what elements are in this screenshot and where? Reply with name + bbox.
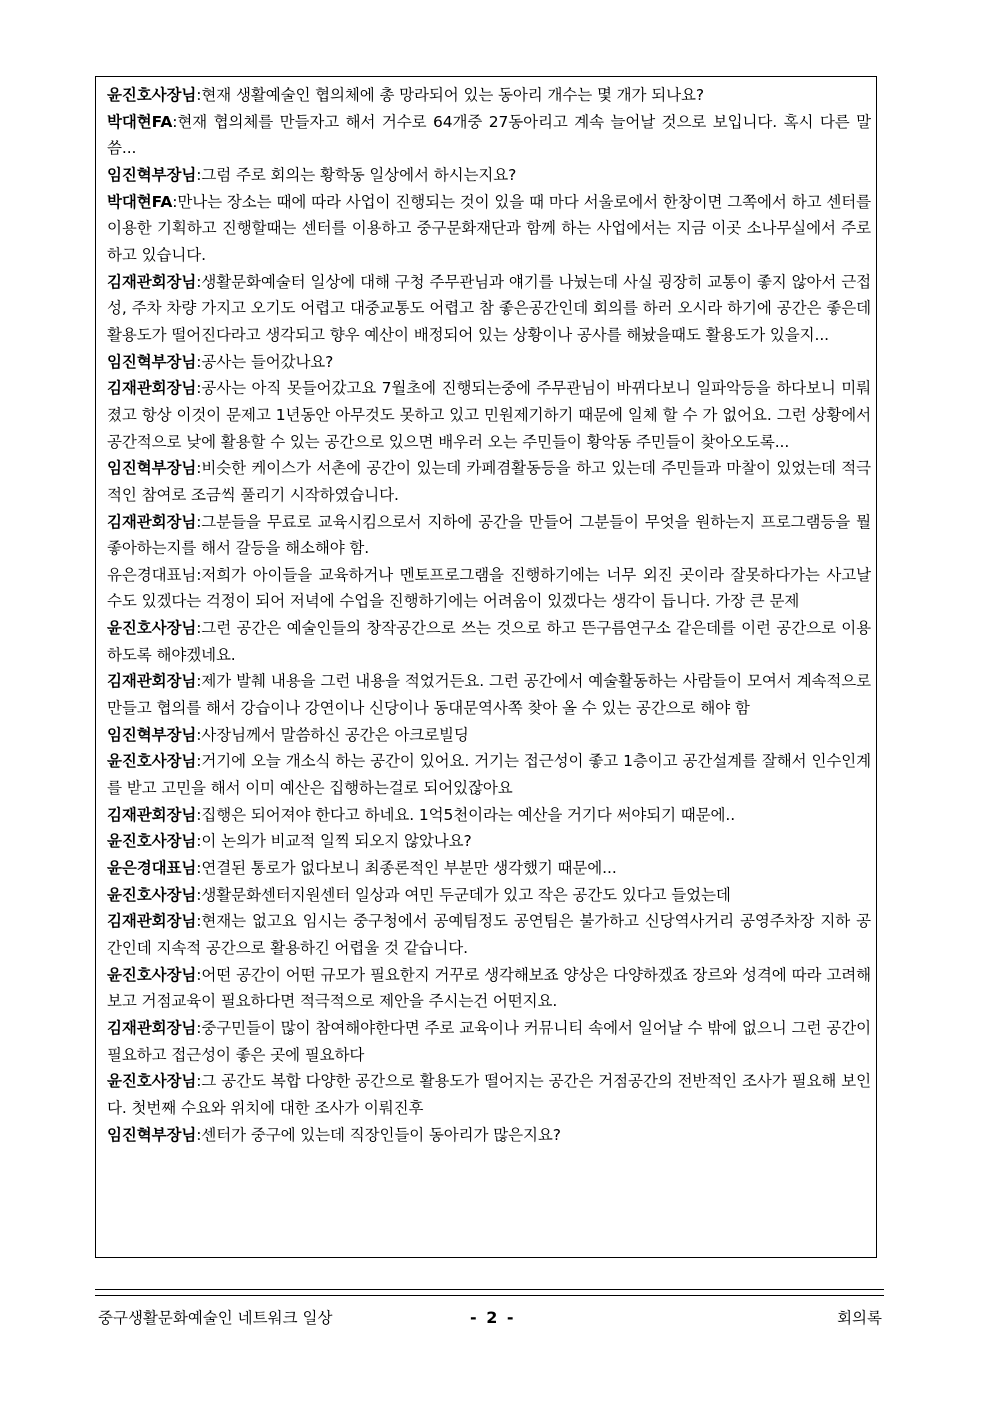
speaker-name: 임진혁부장님	[107, 1125, 197, 1144]
transcript-entry	[107, 828, 871, 855]
transcript-entry	[107, 109, 871, 162]
speaker-name: 윤진호사장님	[107, 86, 197, 104]
speaker-name: 윤진호사장님	[107, 832, 197, 851]
transcript-entry	[107, 1015, 871, 1068]
statement-text: :저희가 아이들을 교육하거나 멘토프로그램을 진행하기에는 너무 외진 곳이라 잘못하다가는 사고날 수도 있겠다는 걱정이 되어 저녁에 수업을 진행하기에는 어려움이 있겠다는 생각이 듭니다. 가장 큰 문제	[107, 565, 871, 611]
transcript-entry	[107, 882, 871, 909]
speaker-name: 김재관회장님	[107, 379, 197, 398]
speaker-name: 김재관회장님	[107, 912, 197, 931]
transcript-entry	[107, 269, 871, 349]
statement-text: :중구민들이 많이 참여해야한다면 주로 교육이나 커뮤니티 속에서 일어날 수 밖에 없으니 그런 공간이 필요하고 접근성이 좋은 곳에 필요하다	[107, 1018, 871, 1064]
statement-text: :비슷한 케이스가 서촌에 공간이 있는데 카페겸활동등을 하고 있는데 주민들과 마찰이 있었는데 적극적인 참여로 조금씩 풀리기 시작하였습니다.	[107, 459, 871, 504]
transcript-entry	[107, 855, 871, 882]
speaker-name: 임진혁부장님	[107, 165, 197, 184]
speaker-name: 윤진호사장님	[107, 885, 197, 904]
transcript-entry	[107, 908, 871, 961]
speaker-name: 윤진호사장님	[107, 752, 197, 771]
statement-text: :이 논의가 비교적 일찍 되오지 않았나요?	[196, 832, 472, 851]
transcript-entry	[107, 1068, 871, 1121]
transcript-entry	[107, 722, 871, 749]
transcript-entry	[107, 189, 871, 269]
statement-text: :그 공간도 복합 다양한 공간으로 활용도가 떨어지는 공간은 거점공간의 전반적인 조사가 필요해 보인다. 첫번째 수요와 위치에 대한 조사가 이뤄진후	[107, 1072, 871, 1117]
transcript-entry	[107, 562, 871, 615]
speaker-name: 윤진호사장님	[107, 1072, 197, 1091]
statement-text: :공사는 들어갔나요?	[196, 352, 334, 371]
speaker-name: 임진혁부장님	[107, 459, 197, 478]
transcript-entry	[107, 455, 871, 508]
speaker-name: 유은경대표님	[107, 565, 197, 584]
statement-text: :그분들을 무료로 교육시킴으로서 지하에 공간을 만들어 그분들이 무엇을 원하는지 프로그램등을 뭘 좋아하는지를 해서 갈등을 해소해야 함.	[107, 512, 871, 558]
transcript-entry	[107, 962, 871, 1015]
footer-rule-top	[95, 1289, 884, 1290]
transcript-entry	[107, 349, 871, 376]
speaker-name: 김재관회장님	[107, 272, 197, 291]
statement-text: :현재 협의체를 만들자고 해서 거수로 64개중 27동아리고 계속 늘어날 것으로 보입니다. 혹시 다른 말씀...	[107, 112, 871, 158]
statement-text: :센터가 중구에 있는데 직장인들이 동아리가 많은지요?	[196, 1125, 561, 1144]
speaker-name: 윤진호사장님	[107, 965, 197, 984]
speaker-name: 김재관회장님	[107, 1018, 197, 1037]
transcript-entry	[107, 509, 871, 562]
transcript-entry	[107, 1122, 871, 1149]
statement-text: :연결된 통로가 없다보니 최종론적인 부분만 생각했기 때문에...	[196, 859, 617, 878]
transcript-entry	[107, 802, 871, 829]
statement-text: :현재는 없고요 임시는 중구청에서 공예팀정도 공연팀은 불가하고 신당역사거리 공영주차장 지하 공간인데 지속적 공간으로 활용하긴 어렵울 것 같습니다.	[107, 912, 871, 957]
page-number: - 2 -	[470, 1308, 516, 1327]
statement-text: :제가 발췌 내용을 그런 내용을 적었거든요. 그런 공간에서 예술활동하는 사람들이 모여서 계속적으로 만들고 협의를 해서 강습이나 강연이나 신당이나 동대문역사쪽 찾아 올 수 있는 공간으로 해야 함	[107, 672, 871, 718]
statement-text: :사장님께서 말씀하신 공간은 아크로빌딩	[196, 725, 469, 744]
speaker-name: 임진혁부장님	[107, 725, 197, 744]
footer-rule-bottom	[95, 1295, 884, 1296]
speaker-name: 박대현FA	[107, 192, 173, 211]
transcript-entry	[107, 668, 871, 721]
speaker-name: 임진혁부장님	[107, 352, 197, 371]
statement-text: :그럼 주로 회의는 황학동 일상에서 하시는지요?	[196, 165, 517, 184]
statement-text: :생활문화센터지원센터 일상과 여민 두군데가 있고 작은 공간도 있다고 들었는데	[196, 885, 731, 904]
statement-text: :생활문화예술터 일상에 대해 구청 주무관님과 얘기를 나눴는데 사실 굉장히 교통이 좋지 않아서 근접성, 주차 차량 가지고 오기도 어렵고 대중교통도 어렵고 참 좋은공간인데 회의를 하러 오시라 하기에 공간은 좋은데 활용도가 떨어진다라고 생각되고 향우 예산이 배정되어 있는 상황이나 공사를 해놨을때도 활용도가 있을지...	[107, 272, 871, 344]
footer-document-type: 회의록	[837, 1309, 882, 1327]
transcript-body	[107, 82, 871, 1148]
speaker-name: 윤진호사장님	[107, 619, 197, 638]
statement-text: :거기에 오늘 개소식 하는 공간이 있어요. 거기는 접근성이 좋고 1층이고 공간설계를 잘해서 인수인계를 받고 고민을 해서 이미 예산은 집행하는걸로 되어있잖아요	[107, 752, 871, 798]
footer-document-name: 중구생활문화예술인 네트워크 일상	[98, 1309, 333, 1327]
speaker-name: 박대현FA	[107, 112, 173, 131]
statement-text: :그런 공간은 예술인들의 창작공간으로 쓰는 것으로 하고 뜬구름연구소 같은데를 이런 공간으로 이용하도록 해야겠네요.	[107, 619, 871, 664]
speaker-name: 김재관회장님	[107, 805, 197, 824]
statement-text: :공사는 아직 못들어갔고요 7월초에 진행되는중에 주무관님이 바뀌다보니 일파악등을 하다보니 미뤄졌고 항상 이것이 문제고 1년동안 아무것도 못하고 있고 민원제기하기 때문에 일체 할 수 가 없어요. 그런 상황에서 공간적으로 낮에 활용할 수 있는 공간으로 있으면 배우러 오는 주민들이 황악동 주민들이 찾아오도록...	[107, 379, 871, 451]
speaker-name: 김재관회장님	[107, 512, 197, 531]
transcript-entry	[107, 375, 871, 455]
transcript-entry	[107, 82, 871, 109]
transcript-entry	[107, 615, 871, 668]
statement-text: :만나는 장소는 때에 따라 사업이 진행되는 것이 있을 때 마다 서울로에서 한창이면 그쪽에서 하고 센터를 이용한 기획하고 진행할때는 센터를 이용하고 중구문화재단과 함께 하는 사업에서는 지금 이곳 소나무실에서 주로 하고 있습니다.	[107, 192, 871, 264]
speaker-name: 김재관회장님	[107, 672, 197, 691]
transcript-entry	[107, 748, 871, 801]
speaker-name: 윤은경대표님	[107, 859, 197, 878]
transcript-entry	[107, 162, 871, 189]
statement-text: :어떤 공간이 어떤 규모가 필요한지 거꾸로 생각해보죠 양상은 다양하겠죠 장르와 성격에 따라 고려해보고 거점교육이 필요하다면 적극적으로 제안을 주시는건 어떤지요.	[107, 965, 871, 1011]
statement-text: :현재 생활예술인 협의체에 총 망라되어 있는 동아리 개수는 몇 개가 되나요?	[196, 86, 704, 104]
statement-text: :집행은 되어져야 한다고 하네요. 1억5천이라는 예산을 거기다 써야되기 때문에..	[196, 805, 736, 824]
